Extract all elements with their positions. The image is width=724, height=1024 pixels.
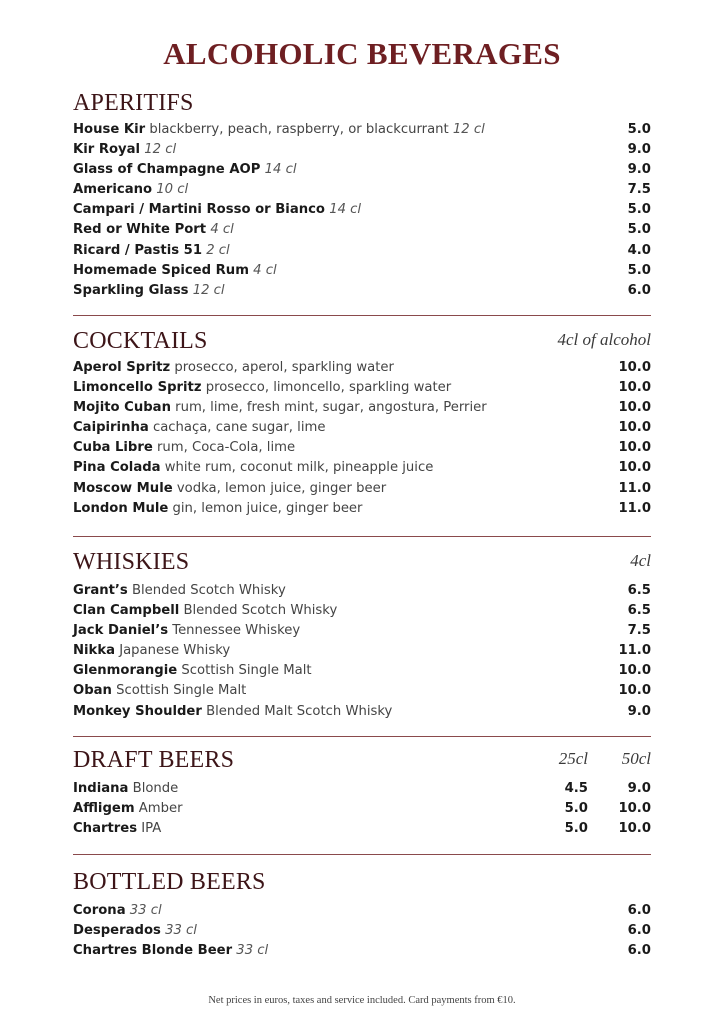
menu-item bbox=[73, 418, 651, 438]
column-header: 4cl bbox=[630, 551, 651, 570]
item-description: prosecco, limoncello, sparkling water bbox=[201, 380, 452, 396]
section-title: WHISKIES bbox=[73, 549, 190, 575]
section-bottled-beers bbox=[73, 867, 651, 961]
item-name: Clan Campbell bbox=[73, 603, 180, 619]
item-description: white rum, coconut milk, pineapple juice bbox=[160, 460, 434, 476]
item-price: 5.0 bbox=[627, 202, 651, 218]
item-description: rum, Coca-Cola, lime bbox=[152, 440, 296, 456]
item-price: 10.0 bbox=[618, 440, 651, 456]
item-list bbox=[73, 358, 651, 519]
item-volume: 14 cl bbox=[325, 202, 362, 218]
item-description: Blended Malt Scotch Whisky bbox=[201, 703, 393, 719]
item-list bbox=[73, 779, 651, 839]
item-price: 10.0 bbox=[618, 460, 651, 476]
item-volume: 12 cl bbox=[140, 142, 177, 158]
section-aperitifs bbox=[73, 88, 651, 301]
item-name: Jack Daniel’s bbox=[73, 623, 169, 639]
section-cocktails bbox=[73, 326, 651, 519]
menu-item bbox=[73, 220, 651, 240]
item-description: blackberry, peach, raspberry, or blackcurrant bbox=[145, 122, 449, 137]
item-price: 11.0 bbox=[618, 643, 651, 659]
column-header: 4cl of alcohol bbox=[557, 330, 651, 349]
item-description: IPA bbox=[137, 821, 162, 837]
item-name: Nikka bbox=[73, 643, 115, 659]
item-name: Glenmorangie bbox=[73, 663, 178, 679]
item-volume: 2 cl bbox=[202, 242, 230, 258]
item-description: prosecco, aperol, sparkling water bbox=[170, 360, 394, 375]
item-name: Sparkling Glass bbox=[73, 282, 189, 298]
item-price: 11.0 bbox=[618, 500, 651, 516]
item-price: 6.0 bbox=[627, 282, 651, 298]
column-header: 50cl bbox=[621, 749, 651, 768]
item-description: Amber bbox=[134, 801, 183, 817]
menu-item bbox=[73, 901, 651, 921]
item-price: 9.0 bbox=[627, 162, 651, 178]
menu-item bbox=[73, 180, 651, 200]
item-price: 5.0 bbox=[627, 122, 651, 137]
item-price-50cl: 10.0 bbox=[618, 801, 651, 817]
item-name: Grant’s bbox=[73, 583, 128, 598]
menu-item bbox=[73, 140, 651, 160]
menu-item bbox=[73, 641, 651, 661]
item-price: 6.5 bbox=[627, 583, 651, 598]
section-whiskies bbox=[73, 547, 651, 722]
menu-item bbox=[73, 398, 651, 418]
item-name: Ricard / Pastis 51 bbox=[73, 242, 203, 258]
menu-item bbox=[73, 681, 651, 701]
item-price-25cl: 5.0 bbox=[564, 821, 588, 837]
menu-item bbox=[73, 261, 651, 281]
item-volume: 12 cl bbox=[448, 122, 485, 137]
item-description: Scottish Single Malt bbox=[111, 683, 247, 699]
item-price: 6.5 bbox=[627, 603, 651, 619]
item-price: 10.0 bbox=[618, 683, 651, 699]
item-list bbox=[73, 120, 651, 301]
item-volume: 33 cl bbox=[232, 943, 269, 959]
item-price: 6.0 bbox=[627, 943, 651, 959]
item-name: Glass of Champagne AOP bbox=[73, 162, 261, 178]
section-title: DRAFT BEERS bbox=[73, 747, 235, 773]
menu-item bbox=[73, 120, 651, 140]
item-name: Desperados bbox=[73, 923, 161, 939]
item-name: Limoncello Spritz bbox=[73, 380, 202, 396]
item-price: 10.0 bbox=[618, 400, 651, 416]
menu-item bbox=[73, 819, 651, 839]
item-price-25cl: 5.0 bbox=[564, 801, 588, 817]
item-price-50cl: 9.0 bbox=[627, 781, 651, 796]
item-description: Blended Scotch Whisky bbox=[179, 603, 338, 619]
section-divider bbox=[73, 736, 651, 737]
item-list bbox=[73, 901, 651, 961]
item-description: Blended Scotch Whisky bbox=[127, 583, 286, 598]
item-volume: 4 cl bbox=[248, 262, 277, 278]
section-header bbox=[73, 326, 651, 356]
item-price: 10.0 bbox=[618, 663, 651, 679]
item-name: Affligem bbox=[73, 801, 135, 817]
menu-item bbox=[73, 458, 651, 478]
menu-item bbox=[73, 799, 651, 819]
item-name: Pina Colada bbox=[73, 460, 161, 476]
item-price: 10.0 bbox=[618, 420, 651, 436]
item-list bbox=[73, 581, 651, 722]
item-description: Tennessee Whiskey bbox=[168, 623, 301, 639]
section-divider bbox=[73, 854, 651, 855]
item-name: Chartres bbox=[73, 821, 138, 837]
item-name: Chartres Blonde Beer bbox=[73, 943, 233, 959]
item-description: Japanese Whisky bbox=[115, 643, 231, 659]
menu-item bbox=[73, 479, 651, 499]
item-volume: 14 cl bbox=[260, 162, 297, 178]
menu-item bbox=[73, 779, 651, 799]
item-price: 4.0 bbox=[627, 242, 651, 258]
item-price: 5.0 bbox=[627, 262, 651, 278]
footnote: Net prices in euros, taxes and service included. Card payments from €10. bbox=[208, 995, 516, 1006]
menu-item bbox=[73, 200, 651, 220]
item-name: Cuba Libre bbox=[73, 440, 153, 456]
item-name: London Mule bbox=[73, 500, 169, 516]
item-name: Caipirinha bbox=[73, 420, 149, 436]
menu-item bbox=[73, 581, 651, 601]
section-divider bbox=[73, 536, 651, 537]
menu-item bbox=[73, 160, 651, 180]
item-name: Mojito Cuban bbox=[73, 400, 171, 416]
item-description: vodka, lemon juice, ginger beer bbox=[172, 480, 387, 496]
item-price: 6.0 bbox=[627, 923, 651, 939]
column-header: 25cl bbox=[558, 749, 588, 768]
item-price-25cl: 4.5 bbox=[564, 781, 588, 796]
item-name: House Kir bbox=[73, 122, 146, 137]
item-name: Homemade Spiced Rum bbox=[73, 262, 249, 278]
item-price: 6.0 bbox=[627, 903, 651, 918]
item-description: gin, lemon juice, ginger beer bbox=[168, 500, 363, 516]
item-name: Kir Royal bbox=[73, 142, 141, 158]
item-volume: 12 cl bbox=[188, 282, 225, 298]
menu-item bbox=[73, 621, 651, 641]
menu-item bbox=[73, 378, 651, 398]
item-volume: 4 cl bbox=[206, 222, 234, 238]
section-header bbox=[73, 88, 651, 118]
menu-item bbox=[73, 921, 651, 941]
item-volume: 33 cl bbox=[125, 903, 162, 918]
section-title: COCKTAILS bbox=[73, 328, 208, 354]
item-description: Scottish Single Malt bbox=[177, 663, 312, 679]
item-price: 10.0 bbox=[618, 360, 651, 375]
item-price: 7.5 bbox=[627, 182, 651, 198]
section-title: BOTTLED BEERS bbox=[73, 869, 266, 895]
item-name: Aperol Spritz bbox=[73, 360, 171, 375]
section-title: APERITIFS bbox=[73, 90, 194, 116]
item-volume: 33 cl bbox=[160, 923, 197, 939]
item-name: Monkey Shoulder bbox=[73, 703, 202, 719]
menu-item bbox=[73, 499, 651, 519]
item-price: 9.0 bbox=[627, 703, 651, 719]
item-price-50cl: 10.0 bbox=[618, 821, 651, 837]
item-price: 5.0 bbox=[627, 222, 651, 238]
menu-item bbox=[73, 281, 651, 301]
section-divider bbox=[73, 315, 651, 316]
menu-item bbox=[73, 661, 651, 681]
item-name: Americano bbox=[73, 182, 153, 198]
item-name: Corona bbox=[73, 903, 126, 918]
item-volume: 10 cl bbox=[152, 182, 189, 198]
item-name: Campari / Martini Rosso or Bianco bbox=[73, 202, 325, 218]
item-description: Blonde bbox=[128, 781, 179, 796]
section-header bbox=[73, 547, 651, 577]
section-draft-beers bbox=[73, 745, 651, 839]
item-price: 11.0 bbox=[618, 480, 651, 496]
item-name: Moscow Mule bbox=[73, 480, 173, 496]
item-name: Oban bbox=[73, 683, 112, 699]
menu-item bbox=[73, 358, 651, 378]
menu-item bbox=[73, 601, 651, 621]
item-name: Red or White Port bbox=[73, 222, 207, 238]
item-price: 10.0 bbox=[618, 380, 651, 396]
section-header bbox=[73, 745, 651, 775]
item-name: Indiana bbox=[73, 781, 129, 796]
item-description: rum, lime, fresh mint, sugar, angostura, Perrier bbox=[170, 400, 487, 416]
page-title: ALCOHOLIC BEVERAGES bbox=[163, 36, 561, 71]
menu-item bbox=[73, 438, 651, 458]
item-price: 7.5 bbox=[627, 623, 651, 639]
menu-item bbox=[73, 702, 651, 722]
menu-item bbox=[73, 941, 651, 961]
item-description: cachaça, cane sugar, lime bbox=[148, 420, 326, 436]
item-price: 9.0 bbox=[627, 142, 651, 158]
section-header bbox=[73, 867, 651, 897]
menu-item bbox=[73, 241, 651, 261]
